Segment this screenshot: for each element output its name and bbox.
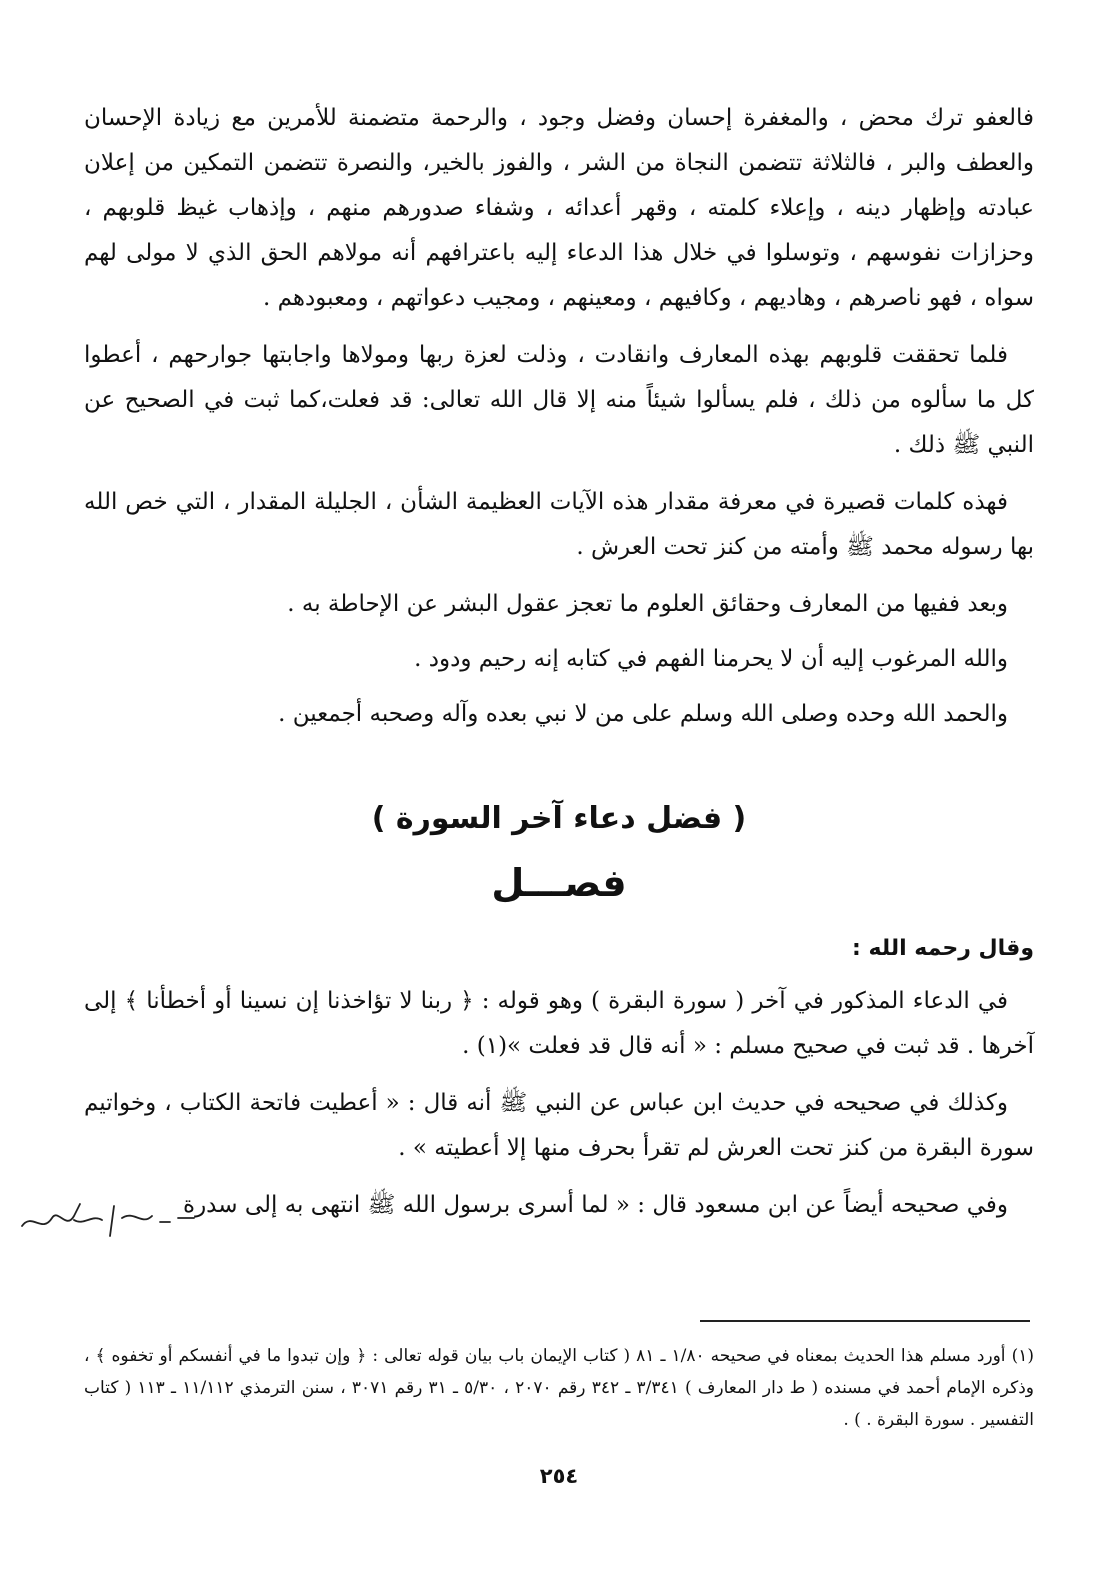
section-intro: وقال رحمه الله : xyxy=(852,936,1034,961)
paragraph-6: والحمد الله وحده وصلى الله وسلم على من لا نبي بعده وآله وصحبه أجمعين . xyxy=(278,701,1008,727)
section-subheading: فصـــل xyxy=(491,861,627,905)
handwritten-margin-note xyxy=(18,1196,198,1240)
section-paragraph-1: في الدعاء المذكور في آخر ( سورة البقرة ) وهو قوله : ﴿ ربنا لا تؤاخذنا إن نسينا أو أخطأنا ﴾ إلى آخرها . قد ثبت في صحيح مسلم : « أنه قال قد فعلت »(١) . xyxy=(84,988,1034,1059)
page-number: ٢٥٤ xyxy=(539,1464,579,1488)
section-paragraph-2: وكذلك في صحيحه في حديث ابن عباس عن النبي ﷺ أنه قال : « أعطيت فاتحة الكتاب ، وخواتيم سورة البقرة من كنز تحت العرش لم تقرأ بحرف منها إلا أعطيته » . xyxy=(84,1090,1034,1161)
paragraph-4: وبعد ففيها من المعارف وحقائق العلوم ما تعجز عقول البشر عن الإحاطة به . xyxy=(287,591,1008,617)
section-heading: ( فضل دعاء آخر السورة ) xyxy=(371,801,747,836)
footnote-divider xyxy=(700,1320,1030,1322)
footnote: (١) أورد مسلم هذا الحديث بمعناه في صحيحه ١/٨٠ ـ ٨١ ( كتاب الإيمان باب بيان قوله تعالى : ﴿ وإن تبدوا ما في أنفسكم أو تخفوه ﴾ ، وذكره الإمام أحمد في مسنده ( ط دار المعارف ) ٣/٣٤١ ـ ٣٤٢ رقم ٢٠٧٠ ، ٥/٣٠ ـ ٣١ رقم ٣٠٧١ ، سنن الترمذي ١١/١١٢ ـ ١١٣ ( كتاب التفسير . سورة البقرة . ) . xyxy=(84,1346,1035,1430)
paragraph-2: فلما تحققت قلوبهم بهذه المعارف وانقادت ، وذلت لعزة ربها ومولاها واجابتها جوارحهم ، أعطوا كل ما سألوه من ذلك ، فلم يسألوا شيئاً منه إلا قال الله تعالى: قد فعلت،كما ثبت في الصحيح عن النبي ﷺ ذلك . xyxy=(84,342,1034,458)
paragraph-5: والله المرغوب إليه أن لا يحرمنا الفهم في كتابه إنه رحيم ودود . xyxy=(414,646,1008,672)
page-body xyxy=(84,96,1034,1240)
section-paragraph-3: وفي صحيحه أيضاً عن ابن مسعود قال : « لما أسرى برسول الله ﷺ انتهى به إلى سدرة xyxy=(183,1192,1008,1218)
paragraph-3: فهذه كلمات قصيرة في معرفة مقدار هذه الآيات العظيمة الشأن ، الجليلة المقدار ، التي خص الله بها رسوله محمد ﷺ وأمته من كنز تحت العرش . xyxy=(84,489,1034,560)
paragraph-1: فالعفو ترك محض ، والمغفرة إحسان وفضل وجود ، والرحمة متضمنة للأمرين مع زيادة الإحسان والعطف والبر ، فالثلاثة تتضمن النجاة من الشر ، والفوز بالخير، والنصرة تتضمن التمكين من إعلان عبادته وإظهار دينه ، وإعلاء كلمته ، وقهر أعدائه ، وشفاء صدورهم منهم ، وإذهاب غيظ قلوبهم ، وحزازات نفوسهم ، وتوسلوا في خلال هذا الدعاء إليه باعترافهم أنه مولاهم الحق الذي لا مولى لهم سواه ، فهو ناصرهم ، وهاديهم ، وكافيهم ، ومعينهم ، ومجيب دعواتهم ، ومعبودهم . xyxy=(84,105,1034,311)
